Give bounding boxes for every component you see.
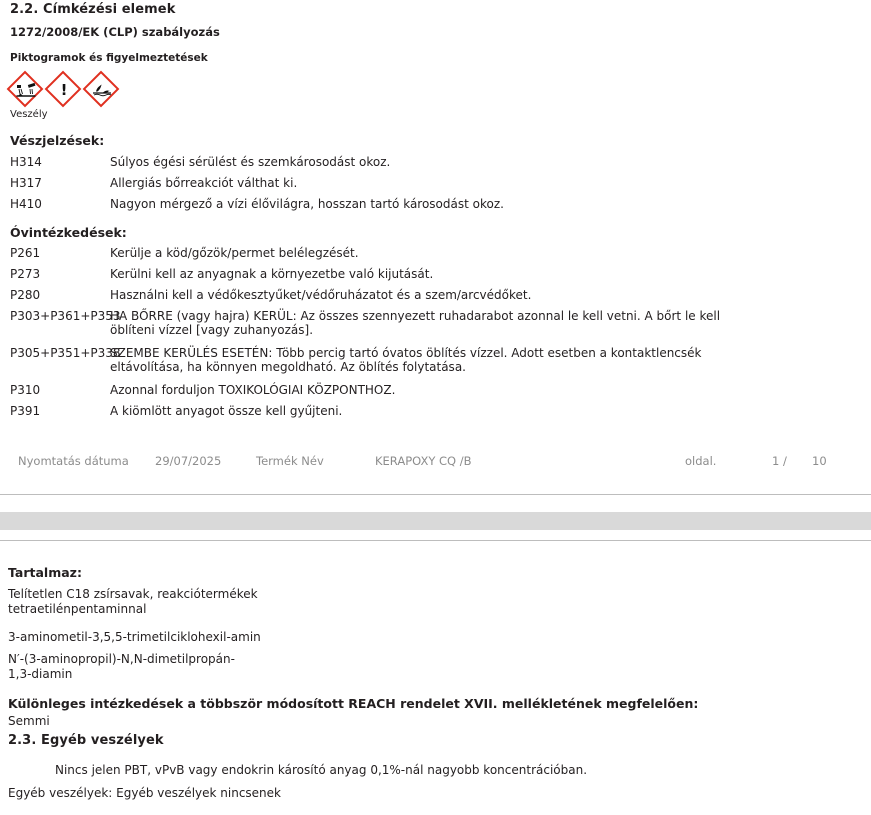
page-label: oldal. [685,454,717,468]
hazard-code: H410 [10,197,42,211]
ghs05-corrosion-pictogram [8,72,44,108]
hazard-statement-row [10,176,860,190]
hazard-statements-list [10,155,860,218]
product-name-value: KERAPOXY CQ /B [375,454,472,468]
page-total: 10 [812,454,827,468]
contains-title: Tartalmaz: [8,565,82,580]
section-2-2-title: 2.2. Címkézési elemek [10,2,176,17]
precautionary-code: P303+P361+P353 [10,309,121,323]
hazard-code: H317 [10,176,42,190]
print-date-value: 29/07/2025 [155,454,222,468]
page-break-rule-bottom [0,540,871,541]
page-current: 1 [772,454,780,468]
precautionary-code: P310 [10,383,41,397]
precautionary-text: SZEMBE KERÜLÉS ESETÉN: Több percig tartó óvatos öblítés vízzel. Adott esetben a kontaktlencsék eltávolítása, ha könnyen megoldható. Az öblítés folytatása. [110,346,702,374]
contains-item: 3-aminometil-3,5,5-trimetilciklohexil-amin [8,630,261,644]
hazard-statement-row [10,197,860,211]
precautionary-code: P391 [10,404,41,418]
precautionary-statement-row [10,288,740,302]
clp-regulation-line: 1272/2008/EK (CLP) szabályozás [10,25,220,39]
precautionary-text: Használni kell a védőkesztyűket/védőruházatot és a szem/arcvédőket. [110,288,532,302]
exclamation-icon: ! [60,80,68,99]
signal-word: Veszély [10,109,48,120]
page-separator: / [783,454,787,468]
pictograms-heading: Piktogramok és figyelmeztetések [10,52,208,64]
hazard-statements-title: Vészjelzések: [10,133,105,148]
precautionary-code: P273 [10,267,41,281]
environment-icon [84,72,120,108]
section-2-3-title: 2.3. Egyéb veszélyek [8,733,164,748]
precautionary-code: P305+P351+P338 [10,346,121,360]
precautionary-text: Azonnal forduljon TOXIKOLÓGIAI KÖZPONTHOZ. [110,383,396,397]
hazard-statement-row [10,155,860,169]
reach-value: Semmi [8,714,50,728]
precautionary-text: HA BŐRRE (vagy hajra) KERÜL: Az összes szennyezett ruhadarabot azonnal le kell vetni. A bőrt le kell öblíteni vízzel [vagy zuhanyozás]. [110,309,721,337]
precautionary-statement-row [10,346,740,374]
precautionary-statement-row [10,246,740,260]
precautionary-statement-row [10,309,740,337]
ghs07-exclamation-pictogram [46,72,82,108]
precautionary-code: P261 [10,246,41,260]
page-break-rule-top [0,494,871,495]
precautionary-statement-row [10,267,740,281]
precautionary-text: Kerülje a köd/gőzök/permet belélegzését. [110,246,359,260]
print-date-label: Nyomtatás dátuma [18,454,129,468]
contains-item: Telítetlen C18 zsírsavak, reakciótermékek tetraetilénpentaminnal [8,587,258,616]
precautionary-statement-row [10,404,740,418]
hazard-text: Súlyos égési sérülést és szemkárosodást okoz. [110,155,391,169]
precautionary-text: Kerülni kell az anyagnak a környezetbe való kijutását. [110,267,434,281]
section-2-3-text: Nincs jelen PBT, vPvB vagy endokrin károsító anyag 0,1%-nál nagyobb koncentrációban. [55,763,588,777]
corrosion-icon [8,72,44,108]
reach-title: Különleges intézkedések a többször módosított REACH rendelet XVII. mellékletének megfelelően: [8,696,699,711]
pictogram-row [8,72,120,108]
precautionary-statement-row [10,383,740,397]
product-name-label: Termék Név [256,454,324,468]
page-break-band [0,512,871,530]
contains-item: N′-(3-aminopropil)-N,N-dimetilpropán-1,3-diamin [8,652,235,681]
other-hazards-line: Egyéb veszélyek: Egyéb veszélyek nincsenek [8,786,281,800]
precautionary-text: A kiömlött anyagot össze kell gyűjteni. [110,404,343,418]
ghs09-environment-pictogram [84,72,120,108]
precautionary-statements-title: Óvintézkedések: [10,225,127,240]
precautionary-statements-list [10,246,740,418]
precautionary-code: P280 [10,288,41,302]
hazard-text: Allergiás bőrreakciót válthat ki. [110,176,298,190]
hazard-text: Nagyon mérgező a vízi élővilágra, hosszan tartó károsodást okoz. [110,197,504,211]
hazard-code: H314 [10,155,42,169]
